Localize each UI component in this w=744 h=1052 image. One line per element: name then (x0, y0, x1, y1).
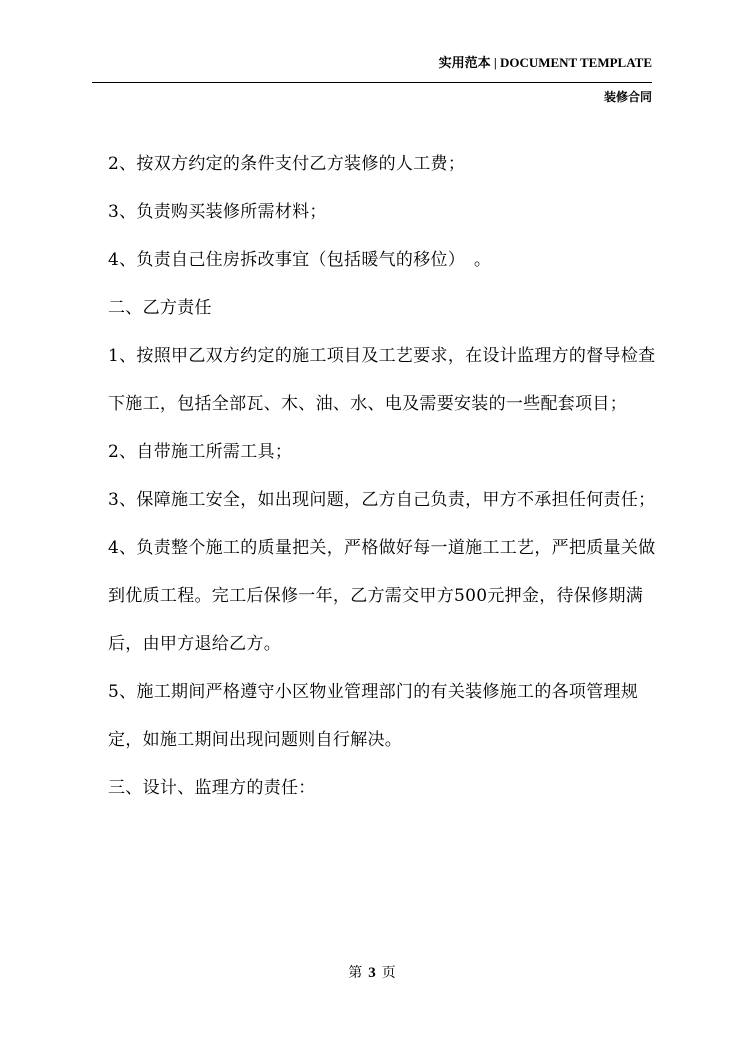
paragraph-9: 5、施工期间严格遵守小区物业管理部门的有关装修施工的各项管理规定，如施工期间出现问题则自行解决。 (108, 682, 639, 750)
page-number: 3 (368, 965, 376, 981)
paragraph-2: 3、负责购买装修所需材料； (108, 202, 327, 222)
page-header-subtitle: 装修合同 (603, 90, 652, 104)
paragraph-5: 1、按照甲乙双方约定的施工项目及工艺要求，在设计监理方的督导检查下施工，包括全部瓦、木、油、水、电及需要安装的一些配套项目； (108, 346, 656, 414)
page-prefix: 第 (348, 965, 363, 981)
paragraph-3: 4、负责自己住房拆改事宜（包括暖气的移位） 。 (108, 250, 492, 270)
header-divider (92, 82, 652, 83)
paragraph-7: 3、保障施工安全，如出现问题，乙方自己负责，甲方不承担任何责任； (108, 490, 656, 510)
section-heading-2: 二、乙方责任 (108, 298, 212, 318)
paragraph-1: 2、按双方约定的条件支付乙方装修的人工费； (108, 154, 466, 174)
section-heading-3: 三、设计、监理方的责任： (108, 778, 316, 798)
paragraph-6: 2、自带施工所需工具； (108, 442, 293, 462)
page-header-title: 实用范本 | DOCUMENT TEMPLATE (438, 55, 652, 70)
document-body (108, 140, 660, 812)
paragraph-8: 4、负责整个施工的质量把关，严格做好每一道施工工艺，严把质量关做到优质工程。完工后保修一年，乙方需交甲方500元押金，待保修期满后，由甲方退给乙方。 (108, 538, 656, 654)
page-footer (0, 962, 744, 982)
page-suffix: 页 (381, 965, 396, 981)
